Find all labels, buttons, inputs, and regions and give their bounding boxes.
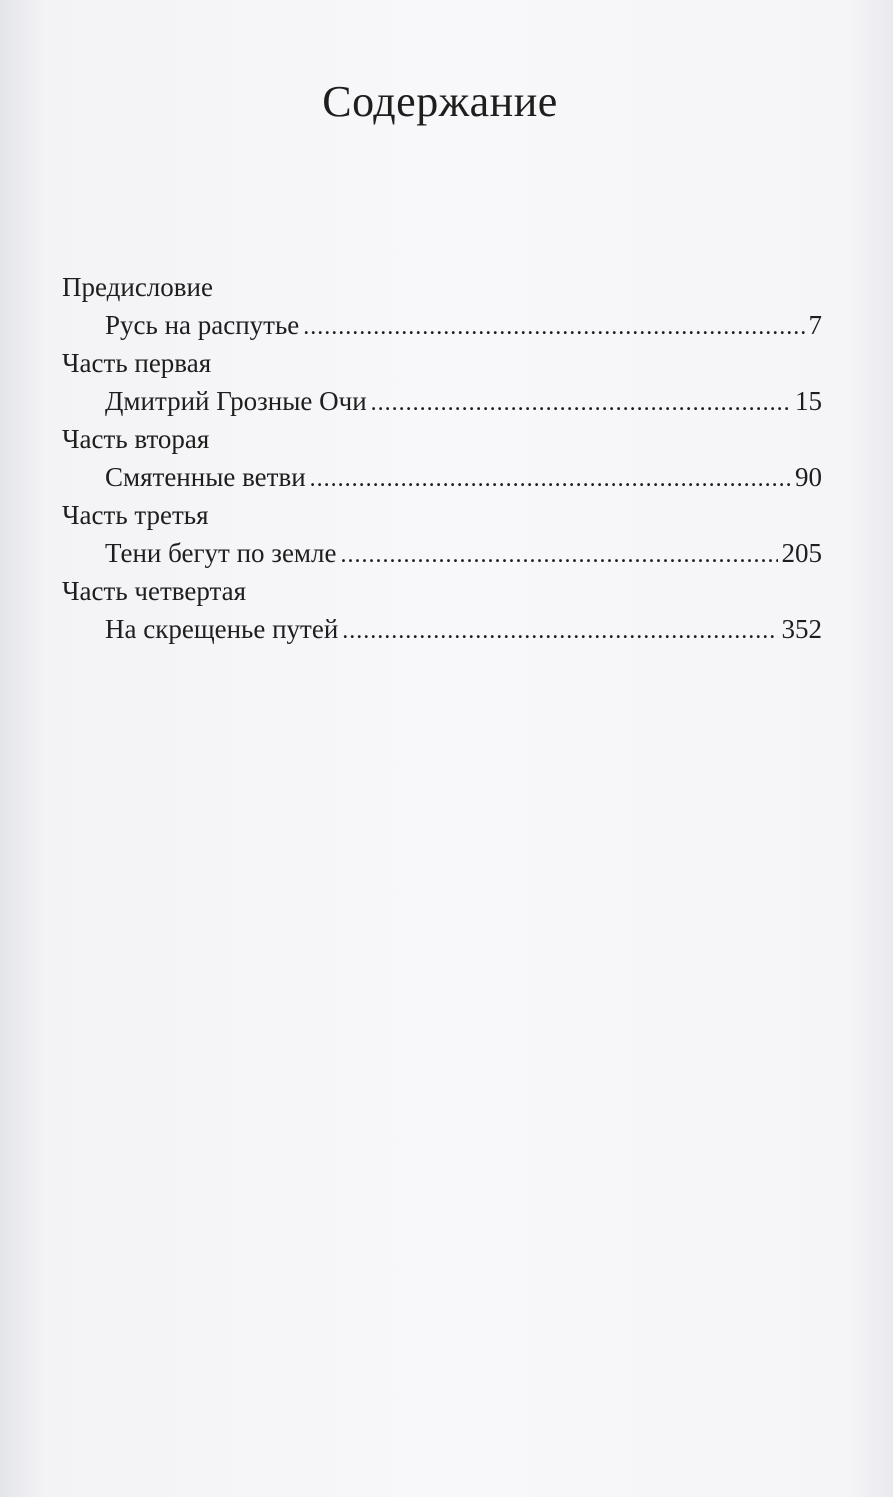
- toc-part-title: Часть четвертая: [62, 576, 246, 606]
- toc-chapter-title: Тени бегут по земле: [105, 538, 337, 568]
- table-of-contents: [62, 268, 822, 648]
- toc-entry: [62, 458, 822, 496]
- toc-page-number: 90: [795, 462, 822, 492]
- dot-leader: [303, 308, 804, 346]
- toc-page-number: 352: [781, 614, 822, 644]
- toc-chapter-title: Смятенные ветви: [105, 462, 306, 492]
- toc-part-title: Часть первая: [62, 348, 212, 378]
- toc-page-number: 205: [781, 538, 822, 568]
- toc-page-number: 15: [795, 386, 822, 416]
- toc-entry: [62, 306, 822, 344]
- toc-part-title: Часть третья: [62, 500, 209, 530]
- toc-page-number: 7: [808, 310, 822, 340]
- toc-entry: [62, 382, 822, 420]
- dot-leader: [371, 384, 791, 422]
- page-title: Содержание: [322, 77, 558, 126]
- dot-leader: [310, 460, 791, 498]
- toc-chapter-title: Русь на распутье: [105, 310, 300, 340]
- dot-leader: [340, 536, 777, 574]
- toc-chapter-title: Дмитрий Грозные Очи: [105, 386, 367, 416]
- toc-part-title: Предисловие: [62, 272, 213, 302]
- toc-chapter-title: На скрещенье путей: [105, 614, 339, 644]
- toc-part-title: Часть вторая: [62, 424, 210, 454]
- dot-leader: [342, 612, 777, 650]
- toc-entry: [62, 610, 822, 648]
- toc-entry: [62, 534, 822, 572]
